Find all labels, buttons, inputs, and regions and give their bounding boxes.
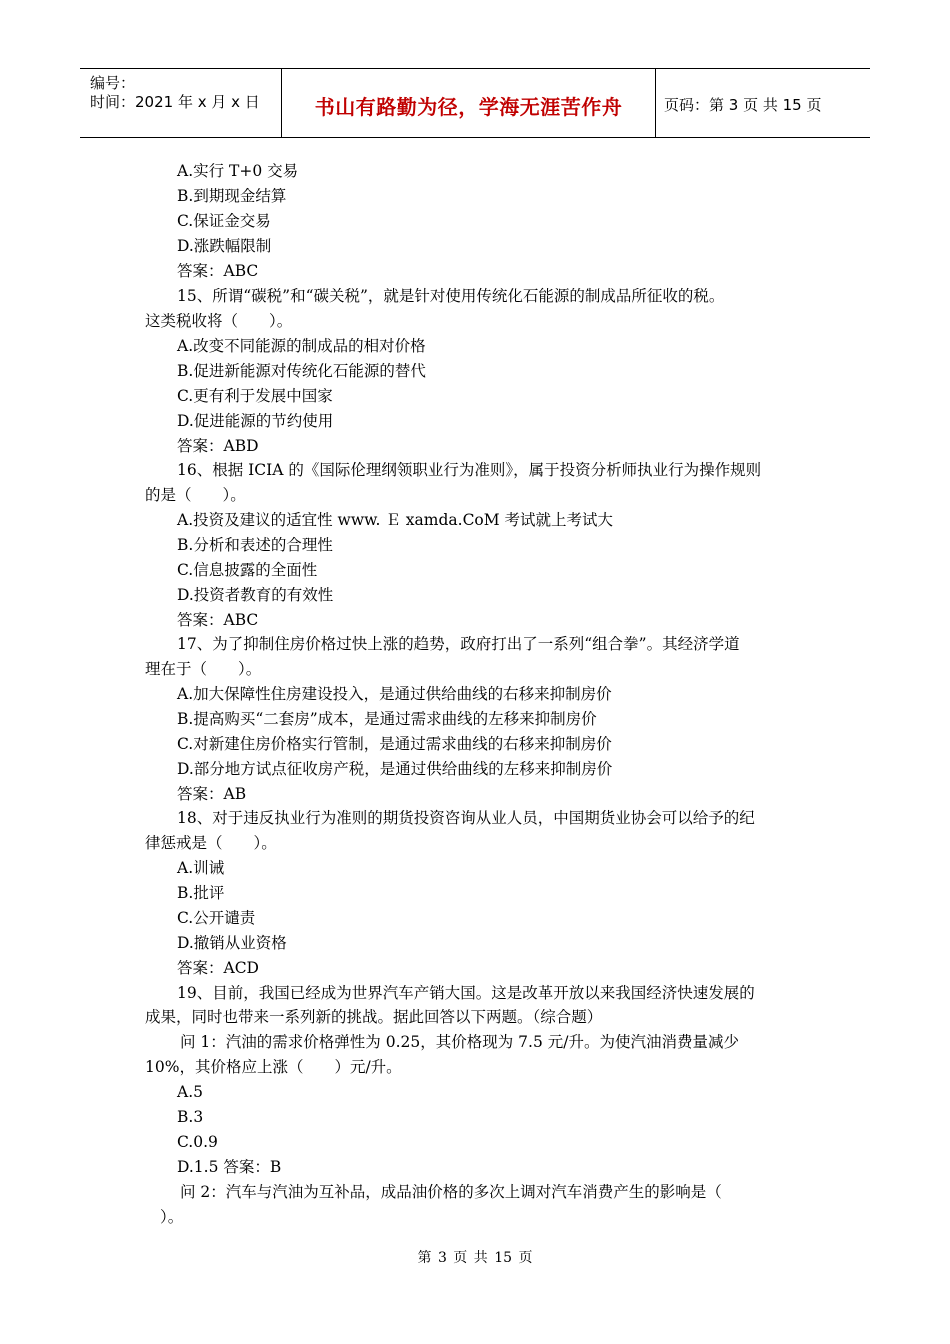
question-line: 15、所谓“碳税”和“碳关税”，就是针对使用传统化石能源的制成品所征收的税。 xyxy=(177,287,725,305)
question-line: 的是（ ）。 xyxy=(145,486,246,504)
option-line: B.分析和表述的合理性 xyxy=(177,536,333,554)
page-header xyxy=(80,68,870,138)
sub-question-line: ）。 xyxy=(160,1208,184,1226)
option-line: D.撤销从业资格 xyxy=(177,934,287,952)
question-line: 16、根据 ICIA 的《国际伦理纲领职业行为准则》，属于投资分析师执业行为操作规则 xyxy=(177,461,762,479)
option-line: A.训诫 xyxy=(177,859,225,877)
page-footer: 第 3 页 共 15 页 xyxy=(417,1250,533,1266)
option-line: A.实行 T+0 交易 xyxy=(177,162,299,180)
option-line: C.更有利于发展中国家 xyxy=(177,387,333,405)
sub-question-line: 问 1：汽油的需求价格弹性为 0.25，其价格现为 7.5 元/升。为使汽油消费量减少 xyxy=(180,1033,739,1051)
question-line: 律惩戒是（ ）。 xyxy=(145,834,277,852)
option-line: A.投资及建议的适宜性 www. Ｅ xamda.CoM 考试就上考试大 xyxy=(177,511,614,529)
page-info: 页码：第 3 页 共 15 页 xyxy=(664,96,822,114)
option-line: D.1.5 答案：B xyxy=(177,1158,282,1176)
option-line: C.公开谴责 xyxy=(177,909,256,927)
option-line: B.到期现金结算 xyxy=(177,187,287,205)
sub-question-line: 10%，其价格应上涨（ ）元/升。 xyxy=(145,1058,402,1076)
question-line: 19、目前，我国已经成为世界汽车产销大国。这是改革开放以来我国经济快速发展的 xyxy=(177,984,755,1002)
option-line: B.批评 xyxy=(177,884,225,902)
option-line: A.改变不同能源的制成品的相对价格 xyxy=(177,337,426,355)
question-line: 理在于（ ）。 xyxy=(145,660,262,678)
option-line: D.促进能源的节约使用 xyxy=(177,412,334,430)
option-line: D.投资者教育的有效性 xyxy=(177,586,334,604)
question-line: 成果，同时也带来一系列新的挑战。据此回答以下两题。（综合题） xyxy=(145,1008,603,1026)
option-line: B.3 xyxy=(177,1108,204,1126)
question-line: 18、对于违反执业行为准则的期货投资咨询从业人员，中国期货业协会可以给予的纪 xyxy=(177,809,755,827)
option-line: B.促进新能源对传统化石能源的替代 xyxy=(177,362,426,380)
option-line: C.保证金交易 xyxy=(177,212,271,230)
question-line: 17、为了抑制住房价格过快上涨的趋势，政府打出了一系列“组合拳”。其经济学道 xyxy=(177,635,740,653)
header-left-cell xyxy=(80,69,282,137)
answer-line: 答案：AB xyxy=(177,785,247,803)
answer-line: 答案：ABD xyxy=(177,437,259,455)
option-line: D.涨跌幅限制 xyxy=(177,237,272,255)
option-line: C.信息披露的全面性 xyxy=(177,561,318,579)
header-right-cell xyxy=(656,69,870,137)
answer-line: 答案：ABC xyxy=(177,611,259,629)
header-motto-cell xyxy=(282,69,656,137)
option-line: A.加大保障性住房建设投入，是通过供给曲线的右移来抑制房价 xyxy=(177,685,612,703)
answer-line: 答案：ACD xyxy=(177,959,259,977)
option-line: C.对新建住房价格实行管制，是通过需求曲线的右移来抑制房价 xyxy=(177,735,612,753)
number-label: 编号： xyxy=(90,74,136,92)
option-line: B.提高购买“二套房”成本，是通过需求曲线的左移来抑制房价 xyxy=(177,710,597,728)
motto: 书山有路勤为径，学海无涯苦作舟 xyxy=(314,95,623,119)
answer-line: 答案：ABC xyxy=(177,262,259,280)
option-line: D.部分地方试点征收房产税，是通过供给曲线的左移来抑制房价 xyxy=(177,760,613,778)
sub-question-line: 问 2：汽车与汽油为互补品，成品油价格的多次上调对汽车消费产生的影响是（ xyxy=(180,1183,722,1201)
option-line: C.0.9 xyxy=(177,1133,218,1151)
question-line: 这类税收将（ ）。 xyxy=(145,312,293,330)
option-line: A.5 xyxy=(177,1083,203,1101)
time-label: 时间：2021 年 x 月 x 日 xyxy=(90,93,260,111)
